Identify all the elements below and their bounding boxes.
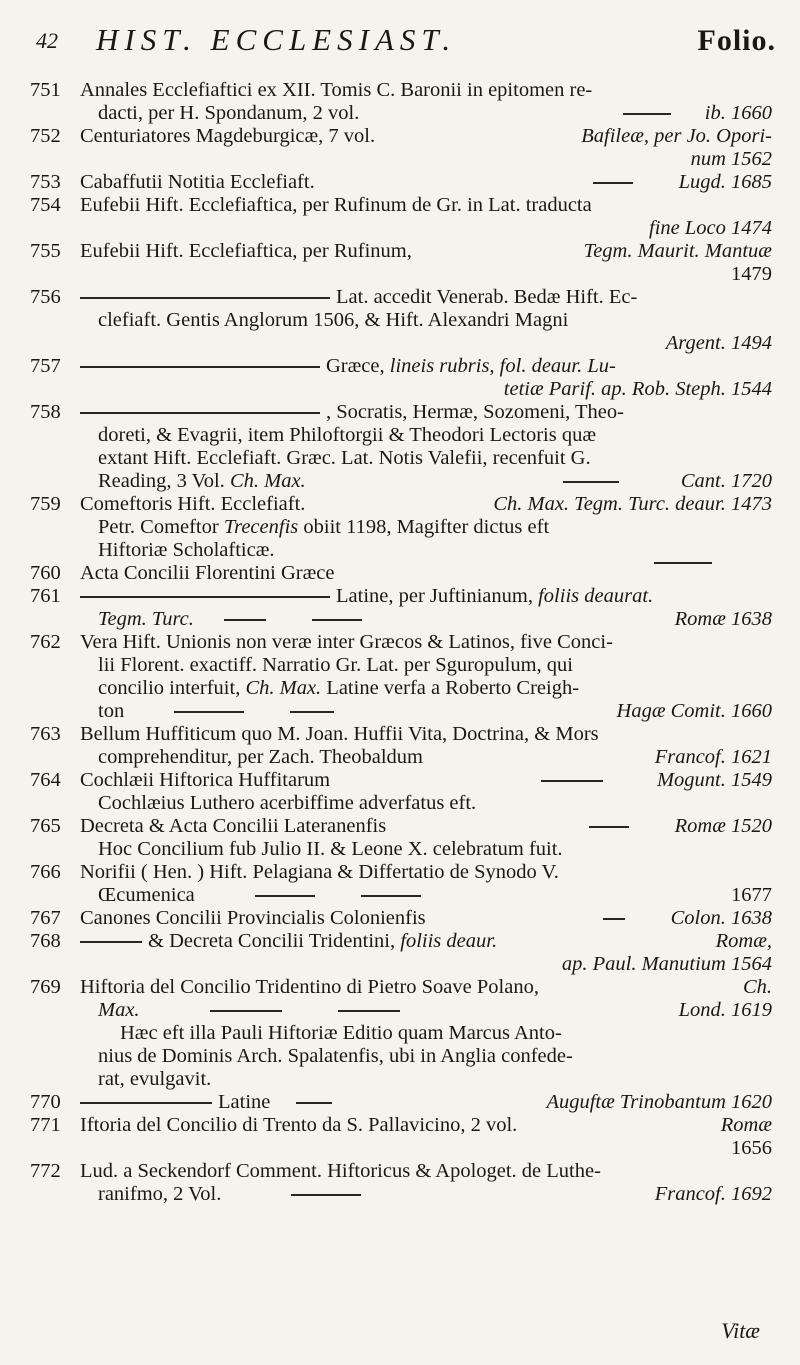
- entry-text: Lat. accedit Venerab. Bedæ Hift. Ec-: [336, 286, 638, 308]
- entry-text: & Decreta Concilii Tridentini,: [148, 930, 396, 952]
- binding-note: lineis rubris, fol. deaur. Lu-: [389, 355, 616, 377]
- ditto-rule: [80, 1102, 212, 1104]
- entry-text: Cabaffutii Notitia Ecclefiaft.: [80, 171, 315, 193]
- entry-text: dacti, per H. Spondanum, 2 vol.: [98, 102, 360, 124]
- entry-number: 760: [30, 562, 61, 584]
- imprint: Mogunt. 1549: [656, 769, 772, 791]
- entry-text: ton: [98, 700, 125, 722]
- imprint: fine Loco 1474: [649, 217, 772, 239]
- rule-dash: [291, 1194, 361, 1196]
- entry-text: Decreta & Acta Concilii Lateranenfis: [80, 815, 387, 837]
- entry-number: 764: [30, 769, 61, 791]
- imprint: Romæ,: [715, 930, 772, 952]
- catalogue-entry: [30, 240, 780, 286]
- imprint: Lond. 1619: [678, 999, 772, 1021]
- entry-number: 763: [30, 723, 61, 745]
- entry-text: Cochlæii Hiftorica Huffitarum: [80, 769, 331, 791]
- imprint: Cant. 1720: [680, 470, 772, 492]
- catalogue-entry: [30, 1114, 780, 1160]
- rule-dash: [603, 918, 625, 920]
- entry-text: Petr. Comeftor: [98, 516, 219, 538]
- imprint: Lugd. 1685: [678, 171, 772, 193]
- catalogue-entry: [30, 493, 780, 562]
- ditto-rule: [80, 366, 320, 368]
- imprint: Auguftæ Trinobantum 1620: [546, 1091, 772, 1113]
- entry-number: 752: [30, 125, 61, 147]
- entry-number: 756: [30, 286, 61, 308]
- entry-text: Trecenfis: [223, 516, 299, 538]
- entry-number: 771: [30, 1114, 61, 1136]
- size-note: Ch.: [742, 976, 772, 998]
- entry-text: comprehenditur, per Zach. Theobaldum: [98, 746, 423, 768]
- entry-number: 759: [30, 493, 61, 515]
- entry-text: Œcumenica: [98, 884, 195, 906]
- size-note: Ch. Max.: [245, 677, 322, 699]
- rule-dash: [255, 895, 315, 897]
- entry-number: 769: [30, 976, 61, 998]
- catalogue-entry: [30, 976, 780, 1091]
- rule-dash: [541, 780, 603, 782]
- ditto-rule: [80, 941, 142, 943]
- catalogue-entry: [30, 1091, 780, 1114]
- entry-number: 758: [30, 401, 61, 423]
- rule-dash: [312, 619, 362, 621]
- entry-text: Eufebii Hift. Ecclefiaftica, per Rufinum,: [80, 240, 412, 262]
- catalogue-entry: [30, 815, 780, 861]
- entry-number: 767: [30, 907, 61, 929]
- entry-text: Acta Concilii Florentini Græce: [80, 562, 335, 584]
- entry-number: 765: [30, 815, 61, 837]
- catalogue-entry: [30, 723, 780, 769]
- binding-note: foliis deaur.: [400, 930, 498, 952]
- entry-text: Canones Concilii Provincialis Colonienfis: [80, 907, 426, 929]
- rule-dash: [290, 711, 334, 713]
- imprint: Romæ 1638: [674, 608, 772, 630]
- entry-text: rat, evulgavit.: [98, 1068, 212, 1090]
- entry-number: 753: [30, 171, 61, 193]
- imprint: Francof. 1692: [654, 1183, 772, 1205]
- entry-text: Hiftoriæ Scholafticæ.: [98, 539, 275, 561]
- entry-number: 754: [30, 194, 61, 216]
- entry-text: Hiftoria del Concilio Tridentino di Pietro Soave Polano,: [80, 976, 539, 998]
- catalogue-entry: [30, 355, 780, 401]
- catalogue-entry: [30, 861, 780, 907]
- imprint: Bafileæ, per Jo. Opori-: [581, 125, 772, 147]
- catalogue-entry: [30, 171, 780, 194]
- running-title: HIST. ECCLESIAST.: [96, 22, 457, 57]
- rule-dash: [593, 182, 633, 184]
- rule-dash: [210, 1010, 282, 1012]
- entry-number: 751: [30, 79, 61, 101]
- catalogue-entry: [30, 769, 780, 815]
- entry-text: Græce,: [326, 355, 385, 377]
- entry-text: Hæc eft illa Pauli Hiftoriæ Editio quam Marcus Anto-: [120, 1022, 562, 1044]
- imprint: Romæ 1520: [674, 815, 772, 837]
- entry-text: Reading, 3 Vol.: [98, 470, 225, 492]
- entry-text: extant Hift. Ecclefiaft. Græc. Lat. Notis Valefii, recenfuit G.: [98, 447, 591, 469]
- catalogue-entry: [30, 631, 780, 723]
- entry-text: Latine verfa a Roberto Creigh-: [326, 677, 580, 699]
- entry-text: nius de Dominis Arch. Spalatenfis, ubi in Anglia confede-: [98, 1045, 573, 1067]
- ditto-rule: [80, 297, 330, 299]
- imprint: Hagæ Comit. 1660: [616, 700, 772, 722]
- catalogue-entry: [30, 401, 780, 493]
- entry-text: Cochlæius Luthero acerbiffime adverfatus eft.: [98, 792, 477, 814]
- binding-note: Ch. Max. Tegm. Turc. deaur. 1473: [493, 493, 772, 515]
- rule-dash: [174, 711, 244, 713]
- entry-text: lii Florent. exactiff. Narratio Gr. Lat. per Sguropulum, qui: [98, 654, 574, 676]
- catalogue-entry: [30, 286, 780, 355]
- entry-text: Bellum Huffiticum quo M. Joan. Huffii Vita, Doctrina, & Mors: [80, 723, 599, 745]
- entry-text: Annales Ecclefiaftici ex XII. Tomis C. Baronii in epitomen re-: [80, 79, 593, 101]
- rule-dash: [296, 1102, 332, 1104]
- entry-text: Latine, per Juftinianum,: [336, 585, 533, 607]
- ditto-rule: [80, 596, 330, 598]
- entry-text: obiit 1198, Magifter dictus eft: [303, 516, 550, 538]
- imprint: tetiæ Parif. ap. Rob. Steph. 1544: [503, 378, 772, 400]
- entry-text: Comeftoris Hift. Ecclefiaft.: [80, 493, 306, 515]
- format-label: Folio.: [697, 24, 776, 57]
- catalogue-entry: [30, 125, 780, 171]
- imprint: Romæ: [720, 1114, 772, 1136]
- entry-number: 762: [30, 631, 61, 653]
- ditto-rule: [80, 412, 320, 414]
- entry-number: 770: [30, 1091, 61, 1113]
- catalogue-entry: [30, 907, 780, 930]
- size-note: Max.: [98, 999, 140, 1021]
- catalogue-entry: [30, 1160, 780, 1206]
- catalogue-entry: [30, 585, 780, 631]
- entry-text: Latine: [218, 1091, 271, 1113]
- rule-dash: [224, 619, 266, 621]
- catchword: Vitæ: [721, 1318, 760, 1343]
- entry-text: 1479: [731, 263, 772, 285]
- rule-dash: [589, 826, 629, 828]
- rule-dash: [361, 895, 421, 897]
- entry-text: , Socratis, Hermæ, Sozomeni, Theo-: [326, 401, 624, 423]
- imprint: Argent. 1494: [665, 332, 772, 354]
- entry-number: 766: [30, 861, 61, 883]
- binding-note: foliis deaurat.: [538, 585, 654, 607]
- page-number: 42: [36, 28, 58, 53]
- catalogue-entry: [30, 194, 780, 240]
- catalogue-entry: [30, 79, 780, 125]
- entry-text: 1677: [731, 884, 772, 906]
- binding-note: Tegm. Turc.: [98, 608, 194, 630]
- entry-text: 1656: [731, 1137, 772, 1159]
- entry-number: 757: [30, 355, 61, 377]
- entry-text: Lud. a Seckendorf Comment. Hiftoricus & Apologet. de Luthe-: [80, 1160, 601, 1182]
- entry-text: doreti, & Evagrii, item Philoftorgii & Theodori Lectoris quæ: [98, 424, 597, 446]
- imprint: ap. Paul. Manutium 1564: [561, 953, 772, 975]
- imprint: num 1562: [690, 148, 772, 170]
- entry-text: Hoc Concilium fub Julio II. & Leone X. celebratum fuit.: [98, 838, 563, 860]
- entry-number: 768: [30, 930, 61, 952]
- imprint: ib. 1660: [704, 102, 772, 124]
- rule-dash: [654, 562, 712, 585]
- entry-text: Iftoria del Concilio di Trento da S. Pallavicino, 2 vol.: [80, 1114, 518, 1136]
- entry-text: clefiaft. Gentis Anglorum 1506, & Hift. Alexandri Magni: [98, 309, 569, 331]
- entry-number: 755: [30, 240, 61, 262]
- entry-text: ranifmo, 2 Vol.: [98, 1183, 222, 1205]
- entry-text: Norifii ( Hen. ) Hift. Pelagiana & Differtatio de Synodo V.: [80, 861, 559, 883]
- rule-dash: [338, 1010, 400, 1012]
- entry-number: 772: [30, 1160, 61, 1182]
- imprint: Tegm. Maurit. Mantuæ: [583, 240, 772, 262]
- rule-dash: [563, 481, 619, 483]
- entry-number: 761: [30, 585, 61, 607]
- size-note: Ch. Max.: [229, 470, 306, 492]
- page-header: [36, 22, 776, 62]
- imprint: Colon. 1638: [670, 907, 772, 929]
- entry-text: Eufebii Hift. Ecclefiaftica, per Rufinum de Gr. in Lat. traducta: [80, 194, 592, 216]
- entry-text: Vera Hift. Unionis non veræ inter Græcos & Latinos, five Conci-: [80, 631, 613, 653]
- rule-dash: [623, 113, 671, 115]
- entry-text: concilio interfuit,: [98, 677, 241, 699]
- entry-text: Centuriatores Magdeburgicæ, 7 vol.: [80, 125, 376, 147]
- catalogue-entry: [30, 562, 780, 585]
- catalogue-entry: [30, 930, 780, 976]
- imprint: Francof. 1621: [654, 746, 772, 768]
